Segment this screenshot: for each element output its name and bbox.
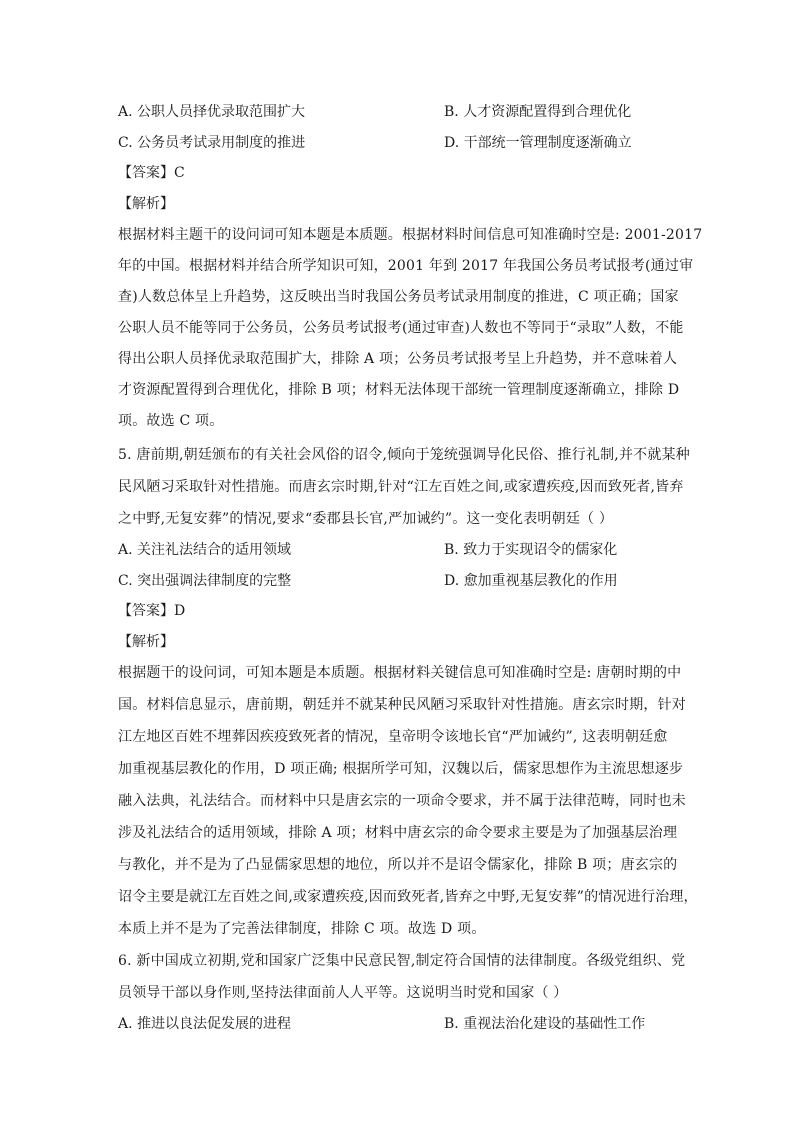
analysis-line: 与教化，并不是为了凸显儒家思想的地位，所以并不是诏令儒家化，排除 B 项；唐玄宗的	[118, 857, 678, 873]
analysis-label: 【解析】	[118, 634, 174, 650]
question-5-stem: 之中野,无复安葬”的情况,要求“委郡县长官,严加诫约”。这一变化表明朝廷（ ）	[118, 511, 614, 527]
option-d: D. 干部统一管理制度逐渐确立	[444, 135, 632, 151]
analysis-line: 根据题干的设问词，可知本题是本质题。根据材料关键信息可知准确时空是: 唐朝时期的中	[118, 665, 682, 681]
question-5-stem: 民风陋习采取针对性措施。而唐玄宗时期,针对“江左百姓之间,或家遭疾疫,因而致死者,皆弃	[118, 479, 684, 495]
analysis-line: 查)人数总体呈上升趋势，这反映出当时我国公务员考试录用制度的推进，C 项正确；国家	[118, 289, 679, 305]
option-b: B. 致力于实现诏令的儒家化	[444, 542, 618, 558]
answer-label: 【答案】D	[118, 603, 186, 619]
analysis-line: 江左地区百姓不埋葬因疾疫致死者的情况，皇帝明令该地长官“严加诫约”, 这表明朝廷愈	[118, 729, 668, 745]
option-a: A. 推进以良法促发展的进程	[118, 1016, 292, 1032]
option-b: B. 人才资源配置得到合理优化	[444, 104, 632, 120]
analysis-label: 【解析】	[118, 196, 174, 212]
analysis-line: 根据材料主题干的设问词可知本题是本质题。根据材料时间信息可知准确时空是: 2001-2017	[118, 227, 703, 243]
analysis-line: 公职人员不能等同于公务员，公务员考试报考(通过审查)人数也不等同于“录取”人数，不能	[118, 320, 684, 336]
analysis-line: 本质上并不是为了完善法律制度，排除 C 项。故选 D 项。	[118, 921, 486, 937]
option-a: A. 关注礼法结合的适用领域	[118, 542, 292, 558]
question-6-stem: 6. 新中国成立初期,党和国家广泛集中民意民智,制定符合国情的法律制度。各级党组织、党	[118, 953, 686, 969]
analysis-line: 得出公职人员择优录取范围扩大，排除 A 项；公务员考试报考呈上升趋势，并不意味着人	[118, 351, 678, 367]
analysis-line: 项。故选 C 项。	[118, 413, 224, 429]
analysis-line: 年的中国。根据材料并结合所学知识可知，2001 年到 2017 年我国公务员考试报考(通过审	[118, 258, 694, 274]
option-b: B. 重视法治化建设的基础性工作	[444, 1016, 646, 1032]
analysis-line: 诏令主要是就江左百姓之间,或家遭疾疫,因而致死者,皆弃之中野,无复安葬”的情况进行治理，	[118, 889, 698, 905]
option-c: C. 公务员考试录用制度的推进	[118, 135, 306, 151]
analysis-line: 涉及礼法结合的适用领域，排除 A 项；材料中唐玄宗的命令要求主要是为了加强基层治理	[118, 825, 678, 841]
analysis-line: 融入法典，礼法结合。而材料中只是唐玄宗的一项命令要求，并不属于法律范畴，同时也未	[118, 793, 686, 809]
question-5-stem: 5. 唐前期,朝廷颁布的有关社会风俗的诏令,倾向于笼统强调导化民俗、推行礼制,并不就某种	[118, 447, 690, 463]
option-c: C. 突出强调法律制度的完整	[118, 573, 292, 589]
option-d: D. 愈加重视基层教化的作用	[444, 573, 618, 589]
question-6-stem: 员领导干部以身作则,坚持法律面前人人平等。这说明当时党和国家（ ）	[118, 985, 568, 1001]
analysis-line: 加重视基层教化的作用，D 项正确; 根据所学可知，汉魏以后，儒家思想作为主流思想逐步	[118, 761, 684, 777]
analysis-line: 国。材料信息显示，唐前期，朝廷并不就某种民风陋习采取针对性措施。唐玄宗时期，针对	[118, 697, 686, 713]
analysis-line: 才资源配置得到合理优化，排除 B 项；材料无法体现干部统一管理制度逐渐确立，排除 D	[118, 382, 680, 398]
option-a: A. 公职人员择优录取范围扩大	[118, 104, 306, 120]
answer-label: 【答案】C	[118, 165, 185, 181]
